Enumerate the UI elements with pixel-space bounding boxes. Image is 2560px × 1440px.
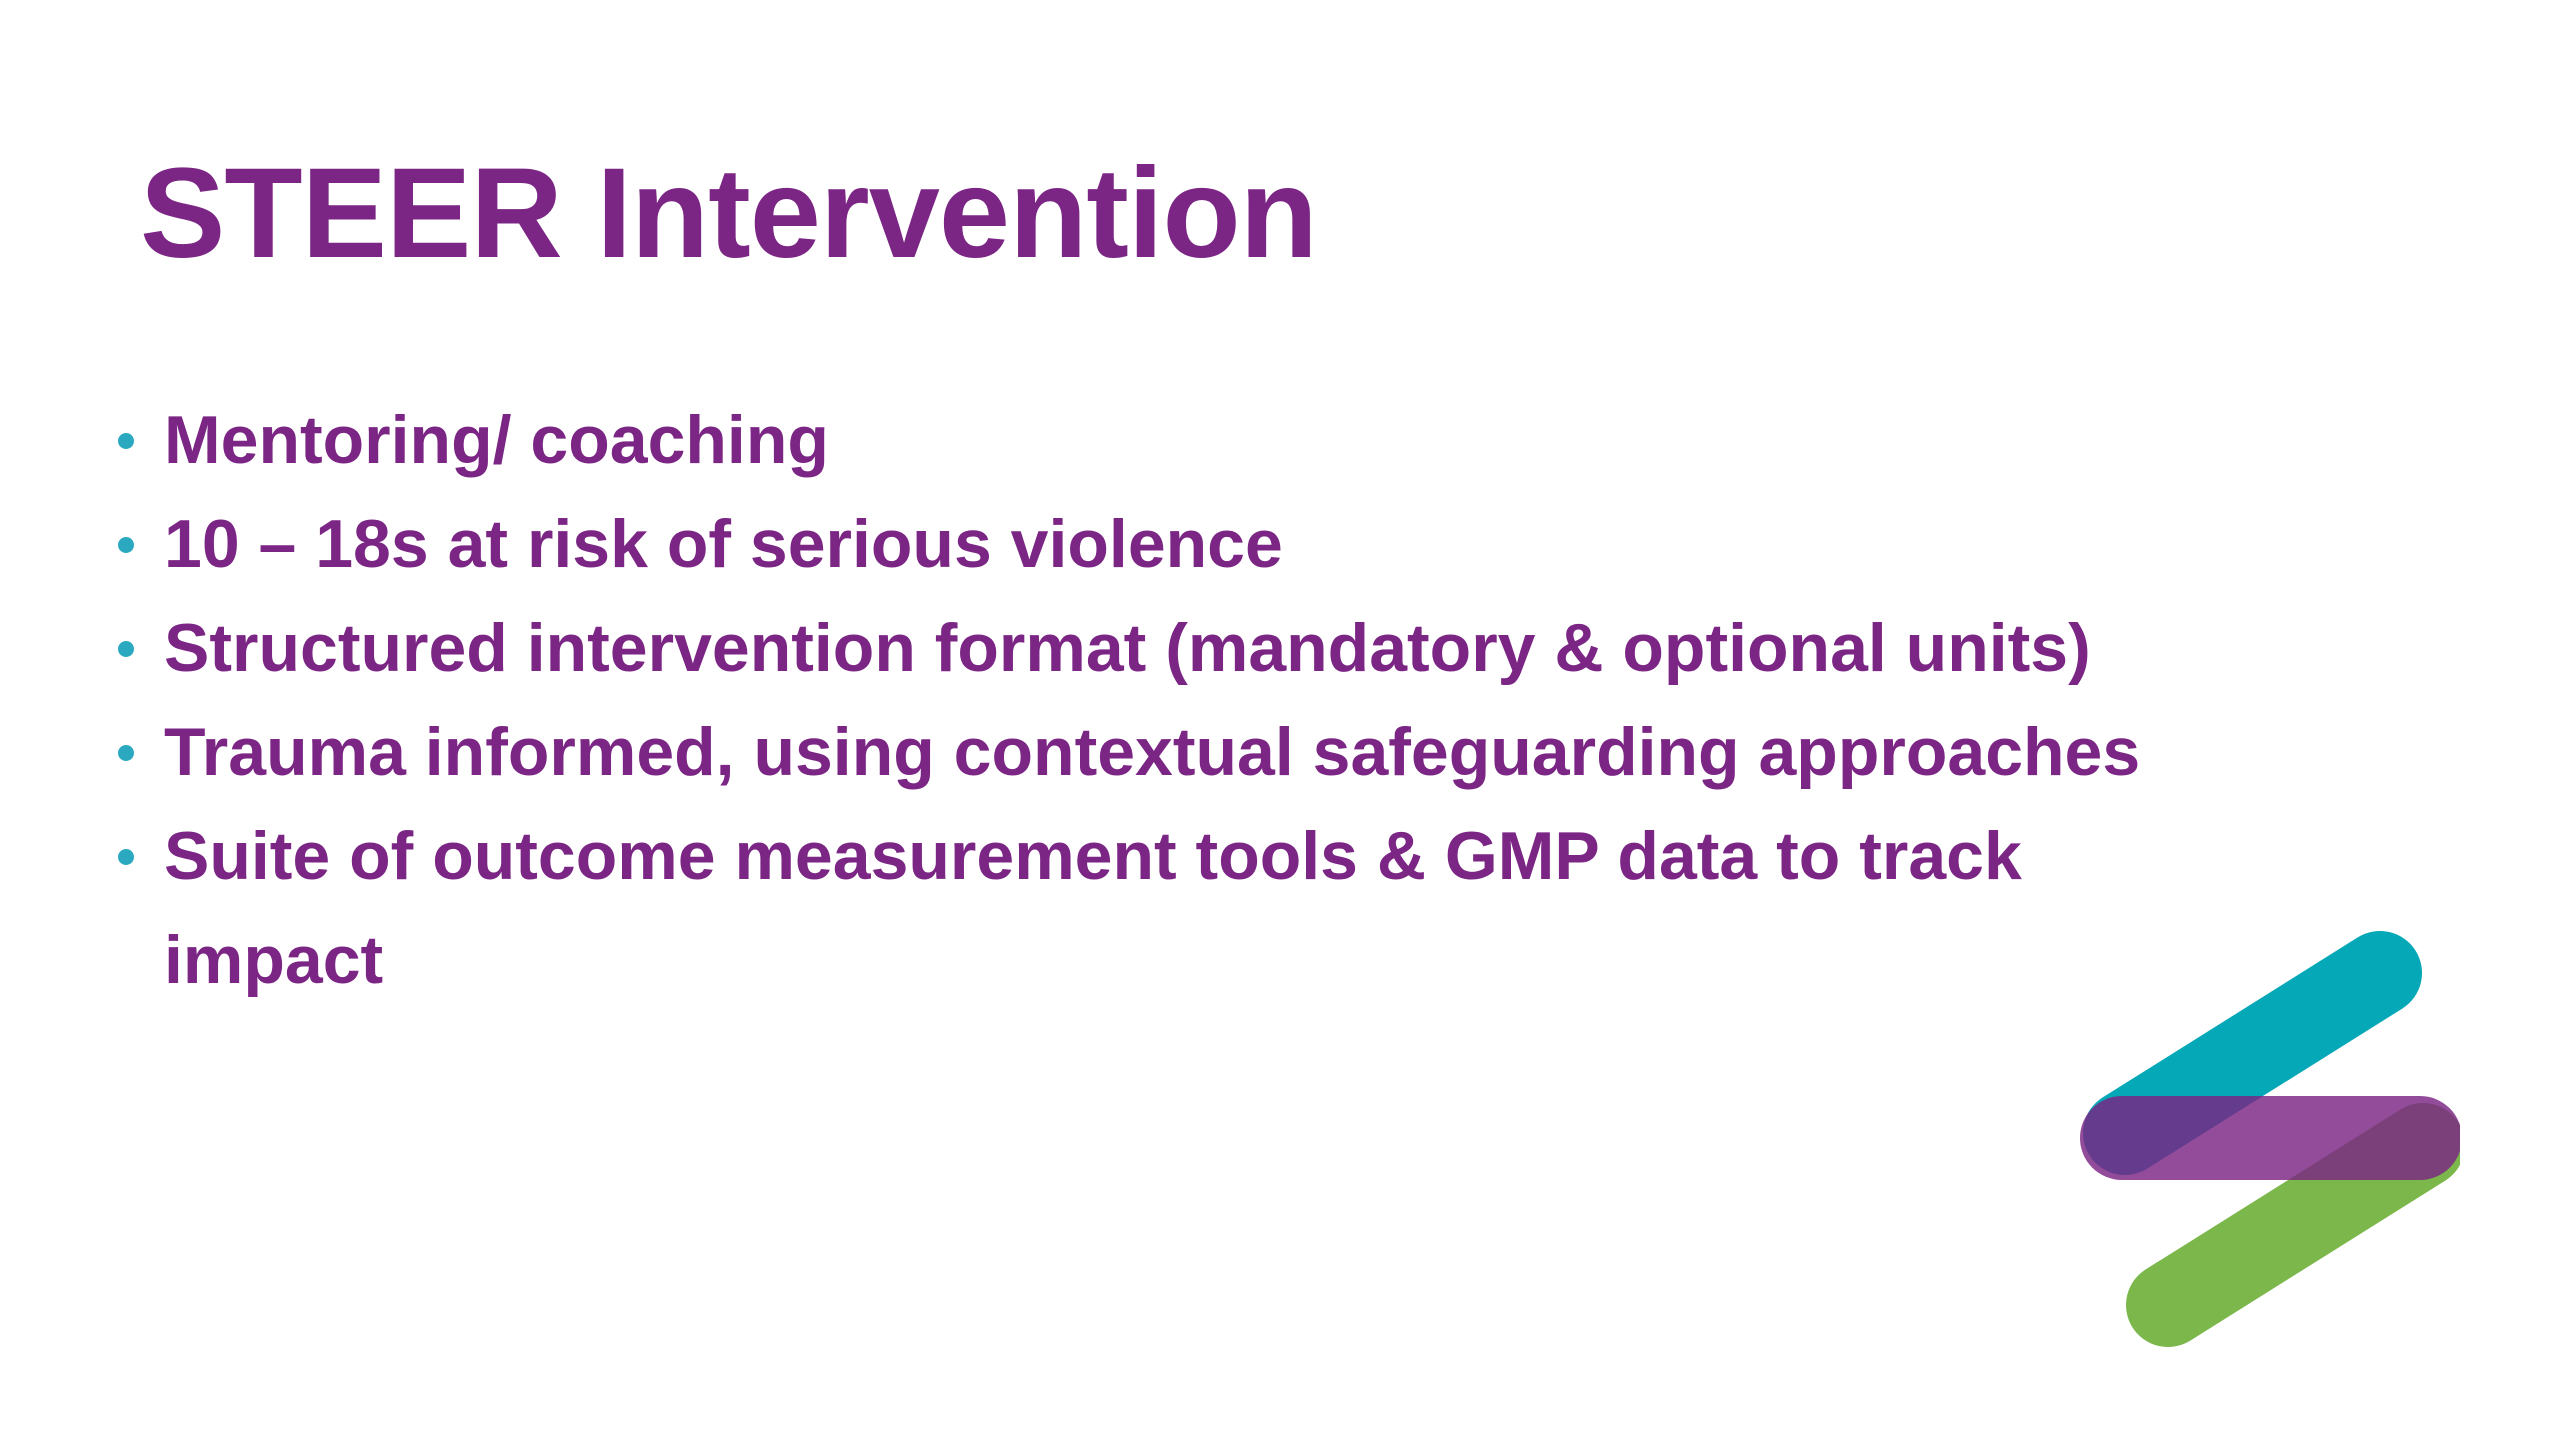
logo-icon bbox=[2080, 925, 2460, 1355]
bullet-text: Suite of outcome measurement tools & GMP data to track impact bbox=[164, 818, 2022, 998]
bullet-dot-icon bbox=[118, 433, 134, 449]
bullet-item bbox=[112, 596, 2162, 700]
bullet-text: Trauma informed, using contextual safeguarding approaches bbox=[164, 714, 2141, 790]
bullet-dot-icon bbox=[118, 745, 134, 761]
slide-title: STEER Intervention bbox=[140, 142, 1317, 285]
bullet-item bbox=[112, 804, 2162, 1012]
bullet-dot-icon bbox=[118, 641, 134, 657]
bullet-text: Structured intervention format (mandatory & optional units) bbox=[164, 610, 2091, 686]
bullet-item bbox=[112, 492, 2162, 596]
bullet-text: Mentoring/ coaching bbox=[164, 402, 829, 478]
bullet-item bbox=[112, 700, 2162, 804]
bullet-text: 10 – 18s at risk of serious violence bbox=[164, 506, 1283, 582]
bullet-dot-icon bbox=[118, 849, 134, 865]
bullet-list bbox=[112, 388, 2162, 1012]
bullet-item bbox=[112, 388, 2162, 492]
bullet-dot-icon bbox=[118, 537, 134, 553]
